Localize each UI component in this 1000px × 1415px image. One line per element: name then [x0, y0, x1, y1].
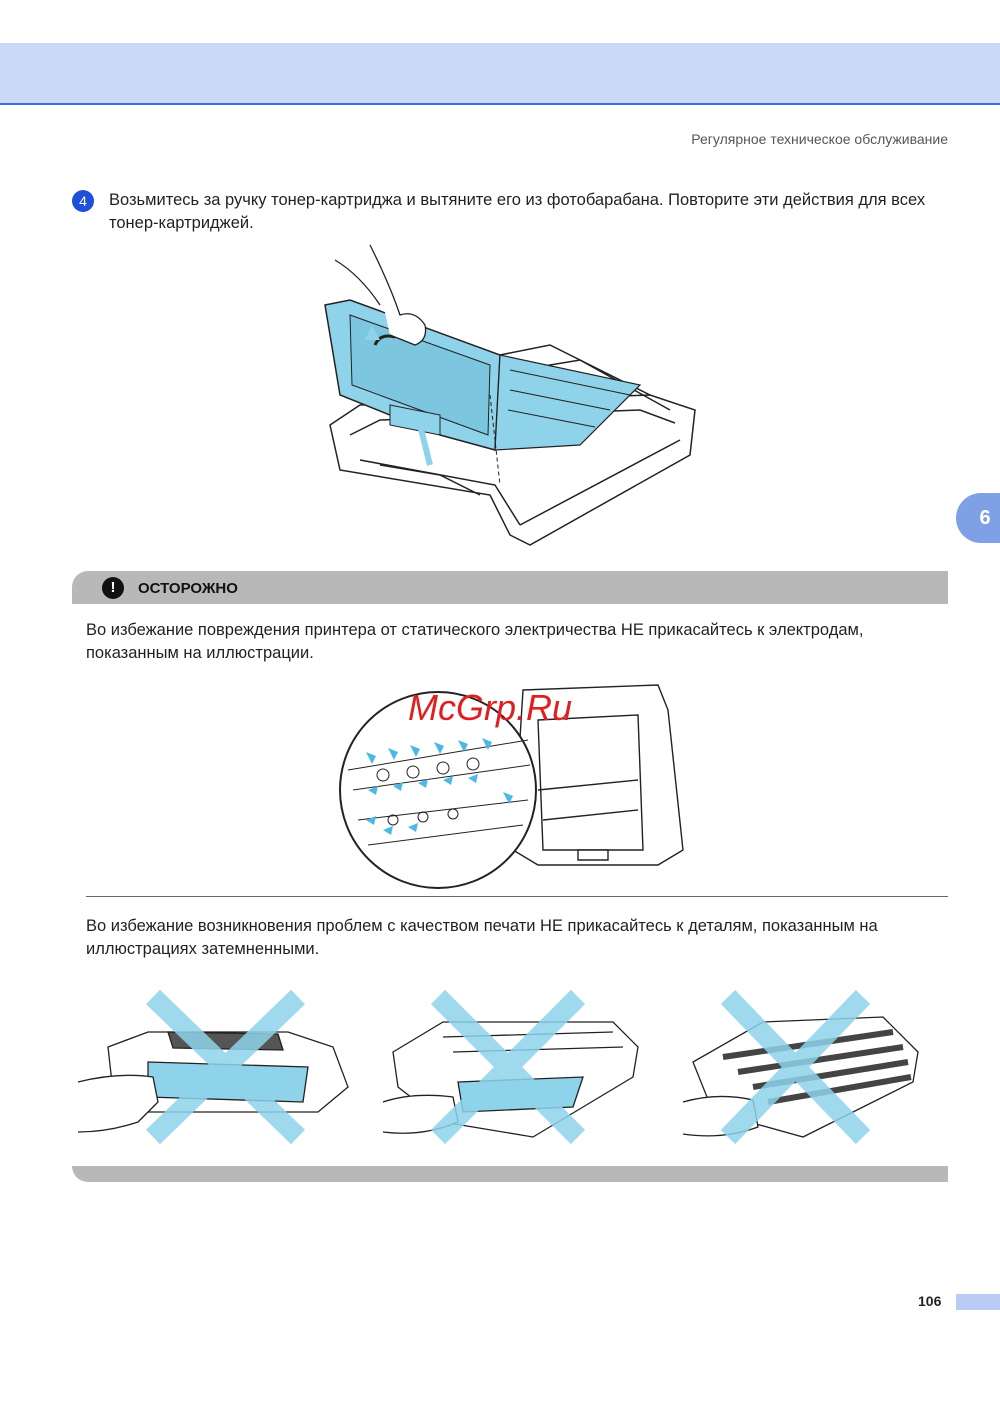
- do-not-touch-rollers-illustration: [683, 992, 928, 1142]
- step-number-badge: 4: [72, 190, 94, 212]
- page-number-tab: [956, 1294, 1000, 1310]
- header-band: [0, 43, 1000, 103]
- step-text: Возьмитесь за ручку тонер-картриджа и вытяните его из фотобарабана. Повторите эти действия для всех тонер-картриджей.: [109, 191, 926, 232]
- caution-footer-bar: [72, 1166, 948, 1182]
- header-rule: [0, 103, 1000, 105]
- running-title: Регулярное техническое обслуживание: [691, 131, 948, 147]
- page-number: 106: [918, 1293, 942, 1309]
- toner-removal-illustration: [320, 245, 710, 560]
- caution-paragraph-print-quality: Во избежание возникновения проблем с качеством печати НЕ прикасайтесь к деталям, показанным на иллюстрациях затемненными.: [86, 917, 878, 958]
- caution-paragraph-static: Во избежание повреждения принтера от статического электричества НЕ прикасайтесь к электродам, показанным на иллюстрации.: [86, 621, 864, 662]
- exclamation-icon: !: [102, 577, 124, 599]
- chapter-tab: 6: [956, 493, 1000, 543]
- caution-title: ОСТОРОЖНО: [138, 580, 238, 597]
- section-divider: [86, 896, 948, 897]
- do-not-touch-drum-illustration: [383, 992, 643, 1142]
- caution-header: [72, 571, 948, 604]
- electrodes-illustration: [338, 680, 693, 885]
- watermark: McGrp.Ru: [408, 687, 573, 728]
- do-not-touch-toner-illustration: [78, 992, 358, 1142]
